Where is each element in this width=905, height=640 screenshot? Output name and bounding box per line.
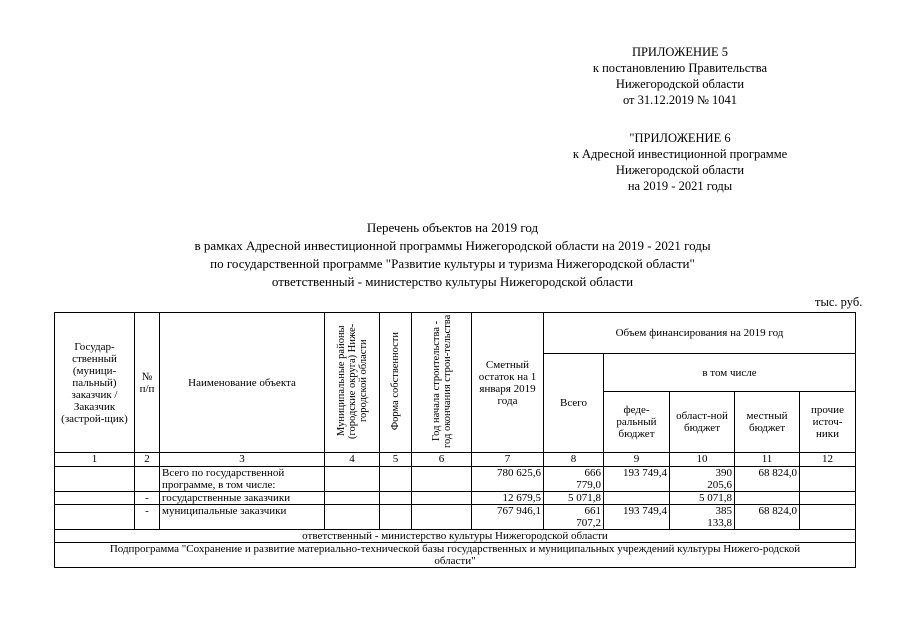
cell-ownership (380, 492, 412, 505)
title-line-4: ответственный - министерство культуры Нижегородской области (271, 274, 634, 289)
cell-years (412, 492, 472, 505)
header-municipal (325, 313, 380, 453)
cell-other (800, 505, 856, 530)
cell-estimate: 12 679,5 (472, 492, 544, 505)
units-label: тыс. руб. (815, 295, 863, 309)
cell-total: 5 071,8 (544, 492, 604, 505)
appendix-5-line-4: от 31.12.2019 № 1041 (622, 93, 738, 107)
cell-years (412, 505, 472, 530)
cell-total: 666 779,0 (544, 467, 604, 492)
table-row-subprogram (55, 543, 856, 568)
cell-customer (55, 492, 135, 505)
header-years-text: Год начала строительства - год окончания строи-тельства (430, 314, 453, 448)
cell-estimate: 780 625,6 (472, 467, 544, 492)
cell-municipal (325, 492, 380, 505)
column-number: 8 (544, 453, 604, 467)
cell-object-name: муниципальные заказчики (160, 505, 325, 530)
column-number: 6 (412, 453, 472, 467)
cell-federal: 193 749,4 (604, 505, 670, 530)
column-number: 11 (735, 453, 800, 467)
responsible-cell: ответственный - министерство культуры Нижегородской области (55, 530, 856, 543)
cell-customer (55, 505, 135, 530)
cell-number: - (135, 505, 160, 530)
appendix-6-block (540, 130, 820, 194)
title-line-1: Перечень объектов на 2019 год (366, 220, 539, 235)
cell-years (412, 467, 472, 492)
appendix-5-block (540, 44, 820, 108)
cell-other (800, 492, 856, 505)
objects-table (54, 312, 856, 568)
appendix-6-line-4: на 2019 - 2021 годы (627, 179, 733, 193)
column-numbers-row (55, 453, 856, 467)
header-number: № п/п (135, 313, 160, 453)
column-number: 7 (472, 453, 544, 467)
header-ownership (380, 313, 412, 453)
cell-estimate: 767 946,1 (472, 505, 544, 530)
cell-federal: 193 749,4 (604, 467, 670, 492)
cell-ownership (380, 505, 412, 530)
header-regional: област-ной бюджет (670, 392, 735, 453)
header-municipal-text: Муниципальные районы (городские округа) Ниже-городской области (335, 323, 369, 439)
appendix-6-line-2: к Адресной инвестиционной программе (572, 147, 788, 161)
document-title (90, 219, 815, 291)
header-local: местный бюджет (735, 392, 800, 453)
appendix-6-line-3: Нижегородской области (615, 163, 745, 177)
appendix-5-line-2: к постановлению Правительства (592, 61, 768, 75)
cell-total: 661 707,2 (544, 505, 604, 530)
cell-federal (604, 492, 670, 505)
header-estimate: Сметный остаток на 1 января 2019 года (472, 313, 544, 453)
subprogram-cell: Подпрограмма "Сохранение и развитие материально-технической базы государственных и муниципальных учреждений культуры Нижего-родской области" (55, 543, 856, 568)
title-line-3: по государственной программе "Развитие культуры и туризма Нижегородской области" (210, 256, 695, 271)
appendix-5-line-1: ПРИЛОЖЕНИЕ 5 (631, 45, 729, 59)
cell-object-name: государственные заказчики (160, 492, 325, 505)
header-years (412, 313, 472, 453)
cell-number: - (135, 492, 160, 505)
column-number: 9 (604, 453, 670, 467)
appendix-5-line-3: Нижегородской области (615, 77, 745, 91)
cell-regional: 390 205,6 (670, 467, 735, 492)
cell-number (135, 467, 160, 492)
appendix-6-line-1: "ПРИЛОЖЕНИЕ 6 (629, 131, 731, 145)
header-federal: феде-ральный бюджет (604, 392, 670, 453)
cell-ownership (380, 467, 412, 492)
table-row-responsible (55, 530, 856, 543)
header-funding: Объем финансирования на 2019 год (544, 313, 856, 354)
title-line-2: в рамках Адресной инвестиционной программы Нижегородской области на 2019 - 2021 годы (194, 238, 711, 253)
cell-municipal (325, 505, 380, 530)
column-number: 5 (380, 453, 412, 467)
column-number: 3 (160, 453, 325, 467)
column-number: 12 (800, 453, 856, 467)
table-row-total (55, 467, 856, 492)
cell-local (735, 492, 800, 505)
header-object-name: Наименование объекта (160, 313, 325, 453)
header-total: Всего (544, 354, 604, 453)
cell-object-name: Всего по государственной программе, в том числе: (160, 467, 325, 492)
cell-regional: 5 071,8 (670, 492, 735, 505)
header-ownership-text: Форма собственности (390, 331, 401, 431)
table-row-municipal (55, 505, 856, 530)
column-number: 2 (135, 453, 160, 467)
column-number: 4 (325, 453, 380, 467)
cell-customer (55, 467, 135, 492)
cell-regional: 385 133,8 (670, 505, 735, 530)
header-other: прочие источ-ники (800, 392, 856, 453)
header-including: в том числе (604, 354, 856, 392)
header-customer: Государ-ственный (муници-пальный) заказчик / Заказчик (застрой-щик) (55, 313, 135, 453)
cell-municipal (325, 467, 380, 492)
column-number: 1 (55, 453, 135, 467)
cell-local: 68 824,0 (735, 467, 800, 492)
cell-local: 68 824,0 (735, 505, 800, 530)
column-number: 10 (670, 453, 735, 467)
table-row-state (55, 492, 856, 505)
cell-other (800, 467, 856, 492)
